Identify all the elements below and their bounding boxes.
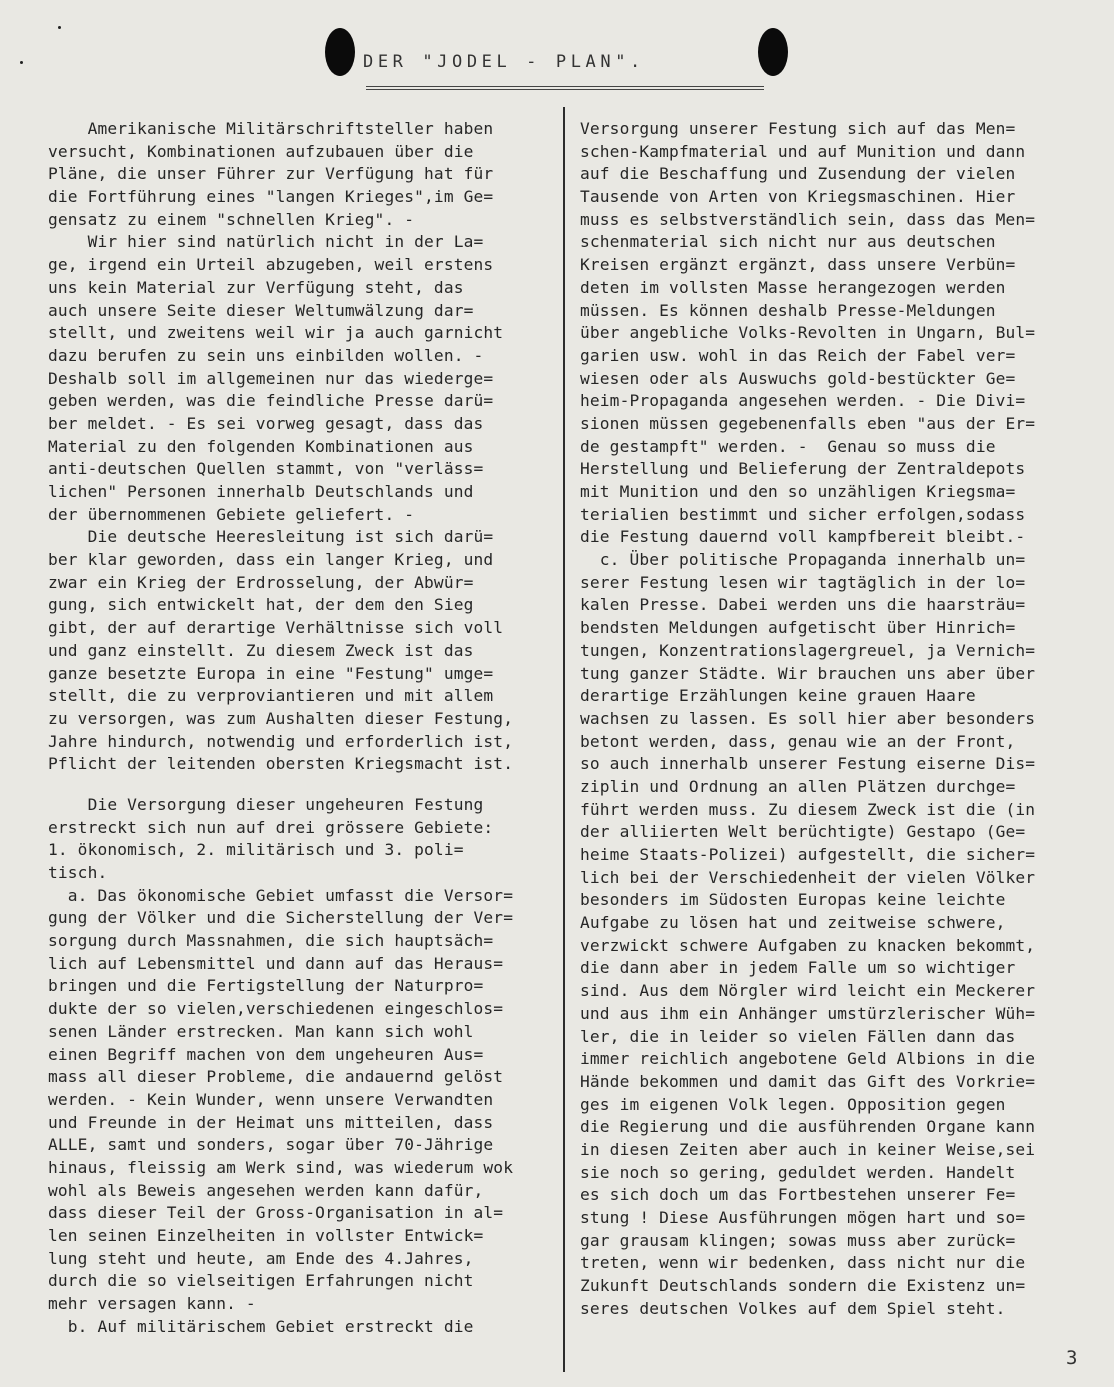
- text-line: wohl als Beweis angesehen werden kann dafür,: [48, 1180, 484, 1200]
- text-line: derartige Erzählungen keine grauen Haare: [580, 686, 976, 706]
- text-line: und Freunde in der Heimat uns mitteilen, dass: [48, 1112, 494, 1132]
- text-line: gung der Völker und die Sicherstellung der Ver=: [48, 908, 514, 928]
- text-line: immer reichlich angebotene Geld Albions in die: [580, 1049, 1036, 1069]
- text-line: senen Länder erstrecken. Man kann sich wohl: [48, 1021, 474, 1041]
- text-line: mehr versagen kann. -: [48, 1294, 256, 1314]
- text-line: sionen müssen gegebenenfalls eben "aus der Er=: [580, 413, 1036, 433]
- text-line: treten, wenn wir bedenken, dass nicht nur die: [580, 1253, 1026, 1273]
- text-line: bringen und die Fertigstellung der Naturpro=: [48, 976, 484, 996]
- text-line: garien usw. wohl in das Reich der Fabel ver=: [580, 345, 1016, 365]
- text-line: Deshalb soll im allgemeinen nur das wiederge=: [48, 368, 494, 388]
- text-line: durch die so vielseitigen Erfahrungen nicht: [48, 1271, 474, 1291]
- text-line: schenmaterial sich nicht nur aus deutschen: [580, 232, 996, 252]
- text-line: geben werden, was die feindliche Presse darü=: [48, 391, 494, 411]
- text-line: gung, sich entwickelt hat, der dem den Sieg: [48, 595, 474, 615]
- text-line: ges im eigenen Volk legen. Opposition gegen: [580, 1094, 1006, 1114]
- text-line: stung ! Diese Ausführungen mögen hart und so=: [580, 1208, 1026, 1227]
- right-column: [580, 118, 1090, 1366]
- text-line: Wir hier sind natürlich nicht in der La=: [48, 232, 484, 252]
- text-line: uns kein Material zur Verfügung steht, das: [48, 277, 464, 297]
- text-line: Tausende von Arten von Kriegsmaschinen. Hier: [580, 187, 1016, 207]
- text-line: es sich doch um das Fortbestehen unserer Fe=: [580, 1185, 1016, 1205]
- text-line: werden. - Kein Wunder, wenn unsere Verwandten: [48, 1089, 494, 1109]
- text-line: gar grausam klingen; sowas muss aber zurück=: [580, 1230, 1016, 1250]
- text-line: Die Versorgung dieser ungeheuren Festung: [48, 794, 484, 814]
- text-line: Die deutsche Heeresleitung ist sich darü=: [48, 527, 494, 547]
- text-line: ber klar geworden, dass ein langer Krieg, und: [48, 550, 494, 570]
- text-line: hinaus, fleissig am Werk sind, was wiederum wok: [48, 1157, 514, 1177]
- text-line: ganze besetzte Europa in eine "Festung" umge=: [48, 663, 494, 683]
- text-line: Versorgung unserer Festung sich auf das Men=: [580, 119, 1016, 138]
- text-line: Jahre hindurch, notwendig und erforderlich ist,: [48, 731, 514, 751]
- text-line: wachsen zu lassen. Es soll hier aber besonders: [580, 708, 1036, 728]
- text-line: anti-deutschen Quellen stammt, von "verläss=: [48, 459, 484, 479]
- text-line: seres deutschen Volkes auf dem Spiel steht.: [580, 1298, 1006, 1318]
- ink-speck: [20, 61, 23, 64]
- text-line: tisch.: [48, 863, 108, 882]
- text-line: so auch innerhalb unserer Festung eiserne Dis=: [580, 754, 1036, 774]
- text-line: tungen, Konzentrationslagergreuel, ja Vernich=: [580, 640, 1036, 660]
- ink-speck: [58, 26, 61, 29]
- text-line: Herstellung und Belieferung der Zentraldepots: [580, 459, 1026, 479]
- text-line: zwar ein Krieg der Erdrosselung, der Abwür=: [48, 572, 474, 592]
- text-line: Pflicht der leitenden obersten Kriegsmacht ist.: [48, 754, 514, 774]
- text-line: verzwickt schwere Aufgaben zu knacken bekommt,: [580, 935, 1036, 955]
- page-number: 3: [1066, 1347, 1078, 1369]
- text-line: [580, 1320, 1090, 1343]
- text-line: kalen Presse. Dabei werden uns die haarsträu=: [580, 595, 1026, 615]
- text-line: a. Das ökonomische Gebiet umfasst die Versor=: [48, 885, 514, 905]
- text-line: mit Munition und den so unzähligen Kriegsma=: [580, 482, 1016, 501]
- text-line: versucht, Kombinationen aufzubauen über die: [48, 141, 474, 161]
- page-title: DER "JODEL - PLAN".: [363, 52, 645, 72]
- text-line: len seinen Einzelheiten in vollster Entwick=: [48, 1226, 484, 1245]
- text-line: heime Staats-Polizei) aufgestellt, die sicher=: [580, 845, 1036, 864]
- text-line: mass all dieser Probleme, die andauernd gelöst: [48, 1067, 504, 1087]
- text-line: die dann aber in jedem Falle um so wichtiger: [580, 958, 1016, 978]
- text-line: ziplin und Ordnung an allen Plätzen durchge=: [580, 776, 1016, 796]
- text-line: wiesen oder als Auswuchs gold-bestückter Ge=: [580, 368, 1016, 388]
- text-line: ge, irgend ein Urteil abzugeben, weil erstens: [48, 255, 494, 275]
- text-line: der alliierten Welt berüchtigte) Gestapo (Ge=: [580, 822, 1026, 842]
- text-line: einen Begriff machen von dem ungeheuren Aus=: [48, 1044, 484, 1064]
- text-line: die Regierung und die ausführenden Organe kann: [580, 1117, 1036, 1137]
- text-line: müssen. Es können deshalb Presse-Meldungen: [580, 300, 996, 320]
- text-line: dazu berufen zu sein uns einbilden wollen. -: [48, 345, 484, 365]
- text-line: lichen" Personen innerhalb Deutschlands und: [48, 482, 474, 501]
- text-line: Amerikanische Militärschriftsteller haben: [48, 119, 494, 138]
- text-line: stellt, und zweitens weil wir ja auch garnicht: [48, 323, 504, 343]
- text-line: lung steht und heute, am Ende des 4.Jahres,: [48, 1248, 474, 1268]
- text-line: dukte der so vielen,verschiedenen eingeschlos=: [48, 999, 504, 1019]
- text-line: ALLE, samt und sonders, sogar über 70-Jährige: [48, 1135, 494, 1155]
- text-line: Kreisen ergänzt ergänzt, dass unsere Verbün=: [580, 255, 1016, 275]
- text-line: besonders im Südosten Europas keine leichte: [580, 890, 1006, 910]
- text-line: und aus ihm ein Anhänger umstürzlerischer Wüh=: [580, 1003, 1036, 1023]
- text-line: lich auf Lebensmittel und dann auf das Heraus=: [48, 953, 504, 973]
- text-line: stellt, die zu verproviantieren und mit allem: [48, 686, 494, 706]
- text-line: ber meldet. - Es sei vorweg gesagt, dass das: [48, 413, 484, 433]
- text-line: sind. Aus dem Nörgler wird leicht ein Meckerer: [580, 981, 1036, 1001]
- text-line: die Festung dauernd voll kampfbereit bleibt.-: [580, 527, 1026, 547]
- column-divider: [563, 107, 565, 1372]
- text-line: Zukunft Deutschlands sondern die Existenz un=: [580, 1276, 1026, 1296]
- text-line: zu versorgen, was zum Aushalten dieser Festung,: [48, 708, 514, 728]
- title-underline: [366, 86, 764, 90]
- text-line: auch unsere Seite dieser Weltumwälzung dar=: [48, 300, 474, 320]
- text-line: und ganz einstellt. Zu diesem Zweck ist das: [48, 640, 474, 660]
- text-line: terialien bestimmt und sicher erfolgen,sodass: [580, 504, 1026, 524]
- text-line: gensatz zu einem "schnellen Krieg". -: [48, 209, 415, 229]
- text-line: die Fortführung eines "langen Krieges",im Ge=: [48, 187, 494, 207]
- text-line: über angebliche Volks-Revolten in Ungarn, Bul=: [580, 323, 1036, 343]
- text-line: Pläne, die unser Führer zur Verfügung hat für: [48, 164, 494, 184]
- text-line: muss es selbstverständlich sein, dass das Men=: [580, 209, 1036, 229]
- text-line: tung ganzer Städte. Wir brauchen uns aber über: [580, 663, 1036, 683]
- text-line: in diesen Zeiten aber auch in keiner Weise,sei: [580, 1139, 1036, 1159]
- text-line: 1. ökonomisch, 2. militärisch und 3. poli=: [48, 840, 464, 860]
- text-line: schen-Kampfmaterial und auf Munition und dann: [580, 141, 1026, 161]
- text-line: deten im vollsten Masse herangezogen werden: [580, 277, 1006, 297]
- text-line: sorgung durch Massnahmen, die sich hauptsäch=: [48, 931, 494, 951]
- left-column: [48, 118, 553, 1361]
- text-line: Hände bekommen und damit das Gift des Vorkrie=: [580, 1071, 1036, 1091]
- text-line: betont werden, dass, genau wie an der Front,: [580, 731, 1016, 751]
- text-line: heim-Propaganda angesehen werden. - Die Divi=: [580, 391, 1026, 411]
- text-line: ler, die in leider so vielen Fällen dann das: [580, 1026, 1016, 1046]
- text-line: auf die Beschaffung und Zusendung der vielen: [580, 164, 1016, 184]
- punch-hole-right: [758, 28, 788, 76]
- text-line: de gestampft" werden. - Genau so muss die: [580, 436, 996, 456]
- text-line: dass dieser Teil der Gross-Organisation in al=: [48, 1203, 504, 1223]
- text-line: b. Auf militärischem Gebiet erstreckt die: [48, 1316, 474, 1336]
- text-line: erstreckt sich nun auf drei grössere Gebiete:: [48, 817, 494, 837]
- text-line: Aufgabe zu lösen hat und zeitweise schwere,: [580, 913, 1006, 933]
- text-line: lich bei der Verschiedenheit der vielen Völker: [580, 867, 1036, 887]
- text-line: serer Festung lesen wir tagtäglich in der lo=: [580, 572, 1026, 592]
- text-line: sie noch so gering, geduldet werden. Handelt: [580, 1162, 1016, 1182]
- text-line: gibt, der auf derartige Verhältnisse sich voll: [48, 618, 504, 638]
- text-line: Material zu den folgenden Kombinationen aus: [48, 436, 474, 456]
- text-line: [580, 1343, 1090, 1366]
- text-line: der übernommenen Gebiete geliefert. -: [48, 504, 415, 524]
- punch-hole-left: [325, 28, 355, 76]
- text-line: bendsten Meldungen aufgetischt über Hinrich=: [580, 618, 1016, 638]
- text-line: [48, 1338, 553, 1361]
- text-line: c. Über politische Propaganda innerhalb un=: [580, 550, 1026, 570]
- text-line: führt werden muss. Zu diesem Zweck ist die (in: [580, 799, 1036, 819]
